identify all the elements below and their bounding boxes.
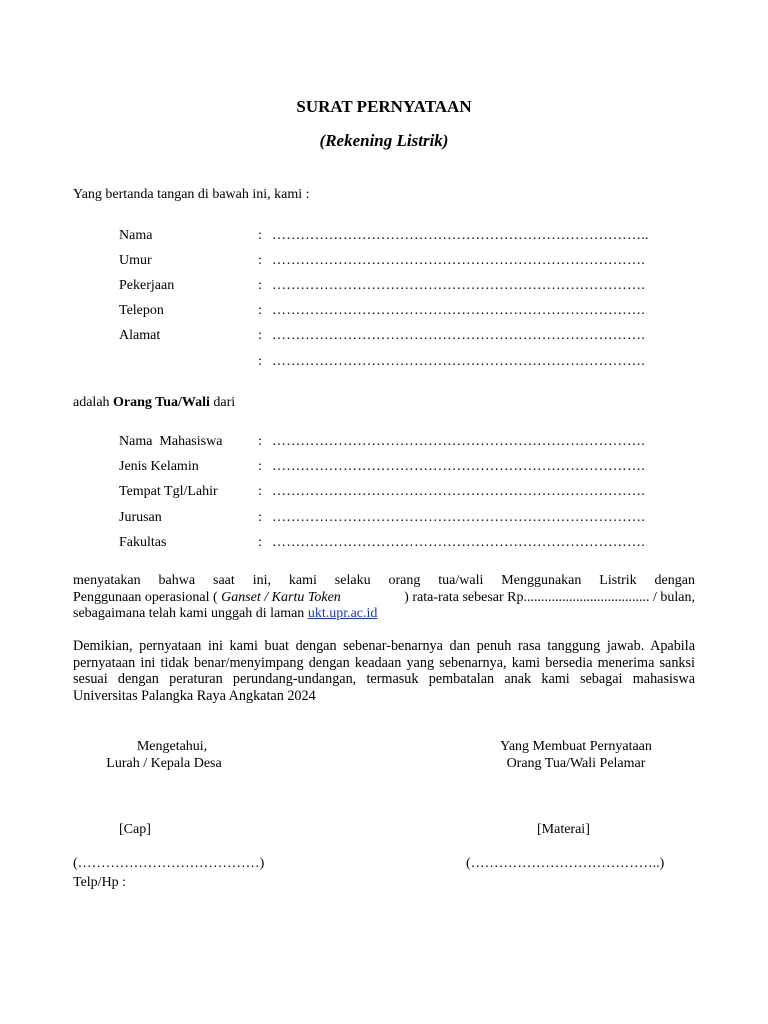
intro-text: Yang bertanda tangan di bawah ini, kami : [73,187,310,202]
right-sign-heading: Yang Membuat Pernyataan [500,739,652,754]
field-label: Nama Mahasiswa [119,434,223,449]
field-row-alamat [119,328,699,344]
field-blank: ……………………………………………………………………. [272,510,645,525]
field-colon: : [258,535,262,550]
statement-line-3 [73,606,695,623]
statement-line-2-start: Penggunaan operasional ( [73,589,218,605]
right-sign-role: Orang Tua/Wali Pelamar [506,756,646,771]
field-row-nama [119,228,699,244]
field-label: Pekerjaan [119,278,175,293]
field-blank: ……………………………………………………………………. [272,278,645,293]
field-row-telepon [119,303,699,319]
field-blank: ……………………………………………………………………. [272,434,645,449]
stamp-duty-placeholder: [Materai] [537,822,590,837]
field-colon: : [258,510,262,525]
field-blank: ……………………………………………………………………. [272,328,645,343]
document-subtitle: (Rekening Listrik) [319,131,449,150]
ukt-link[interactable]: ukt.upr.ac.id [307,606,378,621]
relation-text [73,396,235,410]
left-sign-heading: Mengetahui, [136,739,208,754]
stamp-placeholder: [Cap] [119,822,151,837]
field-colon: : [258,459,262,474]
field-row-jurusan [119,510,699,526]
field-colon: : [258,328,262,343]
statement-line-3-text: sebagaimana telah kami unggah di laman [73,606,305,621]
field-row-pekerjaan [119,278,699,294]
closing-paragraph: Demikian, pernyataan ini kami buat dengan sebenar-benarnya dan penuh rasa tanggung jawab. Apabila pernyataan ini tidak benar/menyimpang dengan keadaan yang sebenarnya, kami bersedia menerima sanksi sesuai dengan peraturan perundang-undangan, termasuk pembatalan anak kami sebagai mahasiswa Universitas Palangka Raya Angkatan 2024 [73,638,695,704]
statement-line-2 [73,590,695,607]
field-colon: : [258,253,262,268]
field-colon: : [258,303,262,318]
field-row-jenis-kelamin [119,459,699,475]
relation-bold: Orang Tua/Wali [113,395,210,410]
field-label: Fakultas [119,535,167,550]
field-label: Jurusan [119,510,162,525]
field-row-umur [119,253,699,269]
relation-prefix: adalah [73,395,110,410]
statement-energy-source: Ganset / Kartu Token [221,589,341,605]
field-label: Jenis Kelamin [119,459,199,474]
statement-line-2-end: ) rata-rata sebesar Rp.................................... / bulan, [404,589,695,605]
field-row-fakultas [119,535,699,551]
field-label: Telepon [119,303,164,318]
field-blank: ……………………………………………………………………. [272,535,645,550]
field-blank: …………………………………………………………………….. [272,228,649,243]
statement-paragraph [73,573,695,623]
document-title: SURAT PERNYATAAN [296,97,472,116]
left-sign-role: Lurah / Kepala Desa [106,756,222,771]
field-colon: : [258,354,262,369]
field-blank: ……………………………………………………………………. [272,484,645,499]
field-label: Umur [119,253,152,268]
field-label: Alamat [119,328,161,343]
phone-label: Telp/Hp : [73,875,127,890]
statement-line-1: menyatakan bahwa saat ini, kami selaku orang tua/wali Menggunakan Listrik dengan [73,573,695,588]
left-name-blank: (…………………………………) [73,856,265,871]
field-row-tempat-tgl-lahir [119,484,699,500]
field-row-nama-mahasiswa [119,434,699,450]
field-colon: : [258,278,262,293]
relation-suffix: dari [213,395,236,410]
field-colon: : [258,228,262,243]
field-blank: ……………………………………………………………………. [272,459,645,474]
field-row-alamat-continued [119,354,699,370]
right-name-blank: (…………………………………..) [466,856,665,871]
field-blank: ……………………………………………………………………. [272,354,645,369]
field-blank: ……………………………………………………………………. [272,253,645,268]
field-label: Nama [119,228,153,243]
field-label: Tempat Tgl/Lahir [119,484,218,499]
field-colon: : [258,434,262,449]
field-colon: : [258,484,262,499]
field-blank: ……………………………………………………………………. [272,303,645,318]
